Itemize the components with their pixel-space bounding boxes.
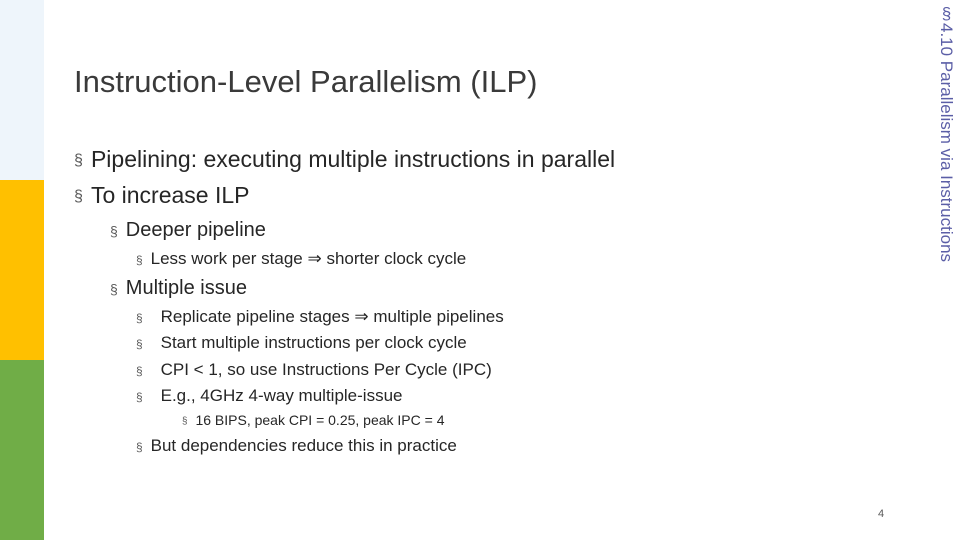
bullet-item bbox=[110, 219, 266, 242]
page-number: 4 bbox=[878, 508, 885, 520]
bullet-marker: § bbox=[74, 151, 83, 170]
bullet-text: 16 BIPS, peak CPI = 0.25, peak IPC = 4 bbox=[195, 412, 445, 428]
bullet-text: Replicate pipeline stages ⇒ multiple pipelines bbox=[160, 307, 504, 326]
section-label: §4.10 Parallelism via Instructions bbox=[937, 4, 956, 263]
bullet-marker: § bbox=[182, 415, 188, 427]
bullet-item bbox=[136, 386, 403, 406]
bullet-item bbox=[110, 277, 247, 300]
bullet-marker: § bbox=[136, 336, 143, 351]
bullet-text: Less work per stage ⇒ shorter clock cycle bbox=[150, 249, 467, 268]
bullet-item bbox=[74, 146, 615, 173]
bullet-text: Deeper pipeline bbox=[125, 219, 266, 241]
bullet-marker: § bbox=[74, 187, 83, 206]
bullet-marker: § bbox=[136, 310, 143, 325]
bullet-marker: § bbox=[136, 252, 143, 267]
bullet-text: CPI < 1, so use Instructions Per Cycle (IPC) bbox=[160, 360, 492, 379]
accent-stripe-yellow bbox=[0, 180, 44, 360]
bullet-marker: § bbox=[136, 389, 143, 404]
bullet-item bbox=[182, 412, 445, 428]
bullet-item bbox=[136, 333, 467, 353]
bullet-item bbox=[136, 360, 492, 380]
bullet-marker: § bbox=[110, 280, 118, 297]
bullet-marker: § bbox=[136, 363, 143, 378]
bullet-item bbox=[136, 249, 466, 269]
bullet-item bbox=[136, 436, 457, 456]
accent-stripe-green bbox=[0, 360, 44, 540]
bullet-text: To increase ILP bbox=[90, 182, 250, 208]
bullet-marker: § bbox=[136, 439, 143, 454]
slide-title: Instruction-Level Parallelism (ILP) bbox=[74, 64, 538, 99]
bullet-text: Multiple issue bbox=[125, 277, 247, 299]
bullet-text: Pipelining: executing multiple instructions in parallel bbox=[90, 146, 616, 172]
bullet-item bbox=[136, 307, 504, 327]
bullet-text: But dependencies reduce this in practice bbox=[150, 436, 457, 455]
bullet-text: E.g., 4GHz 4-way multiple-issue bbox=[160, 386, 403, 405]
bullet-item bbox=[74, 182, 249, 209]
bullet-marker: § bbox=[110, 222, 118, 239]
bullet-text: Start multiple instructions per clock cycle bbox=[160, 333, 467, 352]
